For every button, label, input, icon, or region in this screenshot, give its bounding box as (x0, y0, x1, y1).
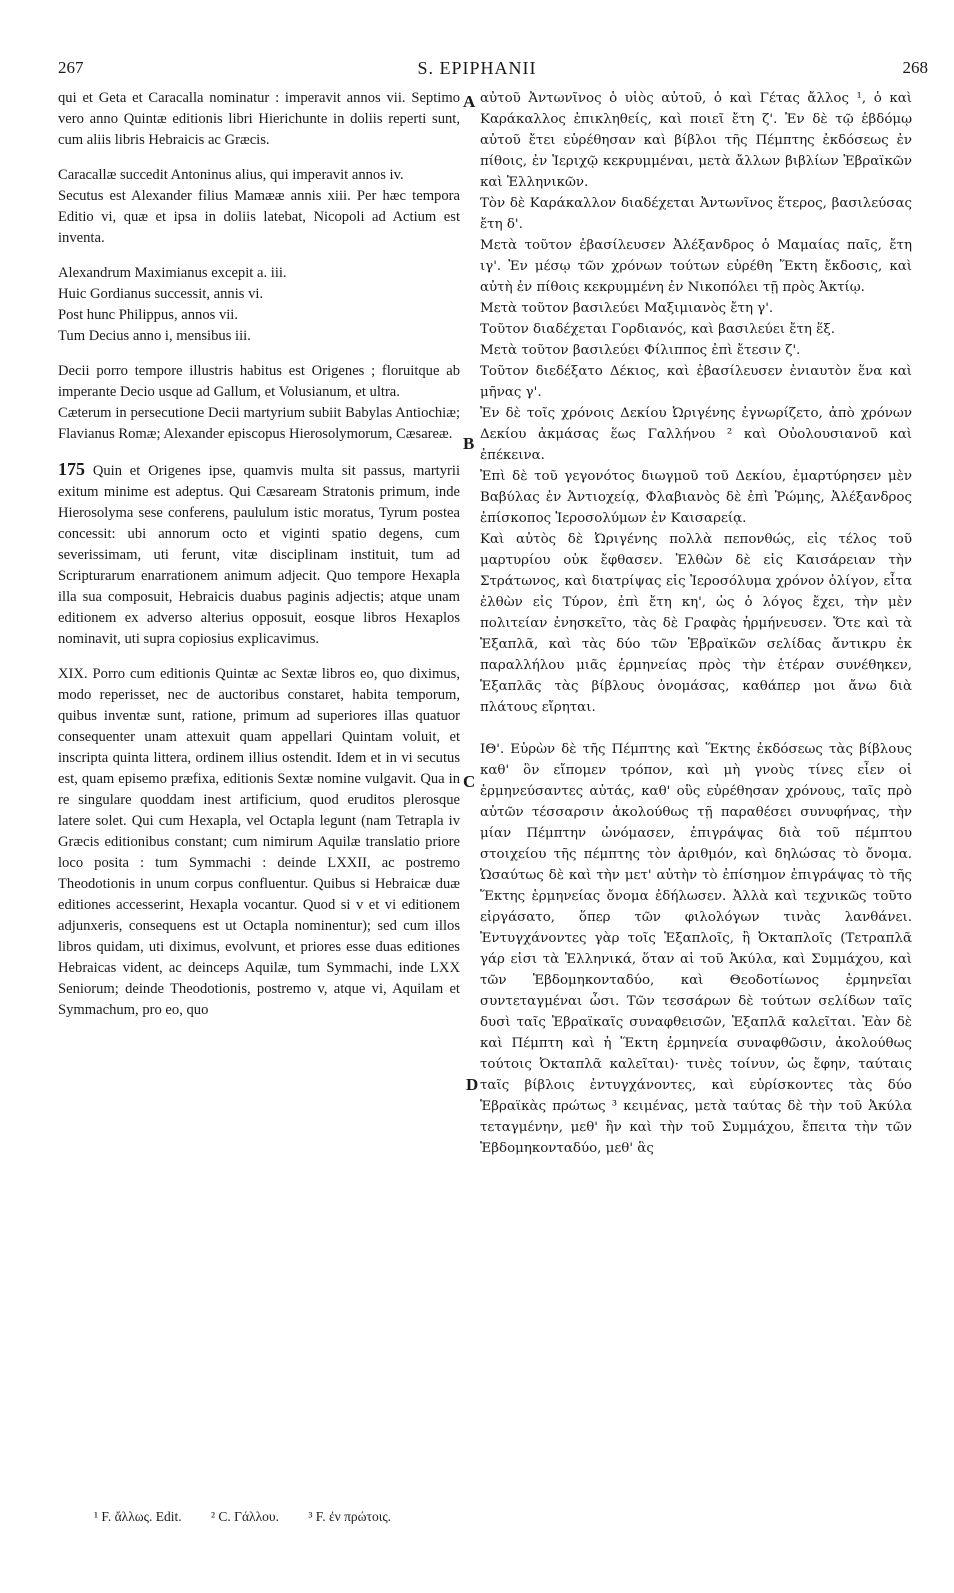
latin-paragraph: Tum Decius anno i, mensibus iii. (58, 328, 251, 344)
greek-paragraph: Τοῦτον διεδέξατο Δέκιος, καὶ ἐβασίλευσεν ἐνιαυτὸν ἕνα καὶ μῆνας γ'. (480, 364, 912, 400)
page-number-right: 268 (902, 58, 928, 77)
greek-paragraph: Ἐπὶ δὲ τοῦ γεγονότος διωγμοῦ τοῦ Δεκίου, ἐμαρτύρησεν μὲν Βαβύλας ἐν Ἀντιοχείᾳ, Φλαβιανὸς δὲ ἐπὶ Ῥώμης, Ἀλέξανδρος ἐπίσκοπος Ἱεροσολύμων ἐν Καισαρείᾳ. (480, 469, 912, 526)
greek-paragraph-xix: ΙΘ'. Εὑρὼν δὲ τῆς Πέμπτης καὶ Ἕκτης ἐκδόσεως τὰς βίβλους καθ' ὃν εἴπομεν τρόπον, καὶ μὴ γνοὺς τίνες εἶεν οἱ ἑρμηνεύσαντες αὐτάς, καθ' οὓς εὑρέθησαν χρόνους, ταῖς πρὸ αὐτῶν τέσσαρσιν ἀκολούθως τῇ παραθέσει συνυφήνας, τὴν μίαν Πέμπτην ὠνόμασεν, ἐπιγράψας διὰ τοῦ πέμπτου στοιχείου τῆς πέμπτης τὸν ἀριθμόν, καὶ δηλώσας τὸ ὄνομα. Ὡσαύτως δὲ καὶ τὴν μετ' αὐτὴν τὸ ἐπίσημον ἐπιγράψας τὸ τῆς Ἕκτης ἑρμηνείας ὄνομα ἐδήλωσεν. Ἀλλὰ καὶ τεχνικῶς τοῦτο εἰργάσατο, ὅπερ τῶν φιλολόγων τινὰς λανθάνει. Ἐντυγχάνοντες γὰρ τοῖς Ἑξαπλοῖς, ἢ Ὀκταπλοῖς (Τετραπλᾶ γάρ εἰσι τὰ Ἑλληνικά, ὅταν αἱ τοῦ Ἀκύλα, καὶ Συμμάχου, καὶ τῶν Ἑβδομηκονταδύο, καὶ Θεοδοτίωνος ἑρμηνεῖαι συντεταγμέναι ὦσι. Τῶν τεσσάρων δὲ τούτων σελίδων ταῖς δυσὶ ταῖς Ἑβραϊκαῖς συναφθεισῶν, Ἑξαπλᾶ καλεῖται. Ἐὰν δὲ καὶ Πέμπτη καὶ ἡ Ἕκτη ἑρμηνεία συναφθῶσιν, ἀκολούθως τούτοις Ὀκταπλᾶ καλεῖται)· τινὲς τοίνυν, ὡς ἔφην, ταύταις ταῖς βίβλοις ἐντυγχάνοντες, καὶ εὑρίσκοντες τὰς δύο Ἑβραϊκὰς πρώτως ³ κειμένας, μετὰ ταύτας δὲ τὴν τοῦ Ἀκύλα τεταγμένην, μεθ' ἣν καὶ τὴν τοῦ Συμμάχου, ἔπειτα τὴν τῶν Ἑβδομηκονταδύο, μεθ' ἃς (480, 742, 912, 1156)
page-number-left: 267 (58, 58, 84, 77)
section-number: 175 (58, 459, 85, 479)
greek-paragraph: Μετὰ τοῦτον ἐβασίλευσεν Ἀλέξανδρος ὁ Μαμαίας παῖς, ἔτη ιγ'. Ἐν μέσῳ τῶν χρόνων τούτων εὑρέθη Ἕκτη ἔκδοσις, καὶ αὐτὴ ἐν πίθοις κεκρυμμένη ἐν Νικοπόλει τῇ πρὸς Ἀκτίῳ. (480, 238, 912, 295)
greek-paragraph: Καὶ αὐτὸς δὲ Ὠριγένης πολλὰ πεπονθώς, εἰς τέλος τοῦ μαρτυρίου οὐκ ἔφθασεν. Ἐλθὼν δὲ εἰς Καισάρειαν τὴν Στράτωνος, καὶ διατρίψας εἰς Ἱεροσόλυμα χρόνον ὀλίγον, εἶτα ἐλθὼν εἰς Τύρον, ἐπὶ ἔτη κη', ὡς ὁ λόγος ἔχει, τὴν μὲν πολιτείαν ἐνησκεῖτο, τὰς δὲ Γραφὰς ἡρμήνευσεν. Ὅτε καὶ τὰ Ἑξαπλᾶ, καὶ τὰς δύο τῶν Ἑβραϊκῶν σελίδας ἄντικρυ ἐκ παραλλήλου μιᾶς ἑρμηνείας πρὸς τὴν ἑτέραν συνέθηκεν, Ἑξαπλᾶς τὰς βίβλους ὀνομάσας, καθάπερ μοι ἄνω διὰ πλάτους εἴρηται. (480, 532, 912, 715)
latin-paragraph-175: 175 Quin et Origenes ipse, quamvis multa sit passus, martyrii exitum minime est adeptus. Qui Cæsaream Stratonis primum, inde Hierosolyma sese conferens, paululum istic moratus, Tyrum postea concessit: ubi annorum octo et viginti spatio degens, cum severissimam, uti ferunt, vitæ disciplinam instituit, tum ad Scripturarum enarrationem animum adjecit. Quo tempore Hexapla illa sua composuit, Hebraicis duabus paginis adjectis; atque unam editionem ex adverso alterius opposuit, eosque libros Hexaplos nominavit, uti supra copiosius explicavimus. (58, 459, 460, 647)
greek-paragraph: Μετὰ τοῦτον βασιλεύει Φίλιππος ἐπὶ ἔτεσιν ζ'. (480, 343, 801, 358)
greek-paragraph: Τὸν δὲ Καράκαλλον διαδέχεται Ἀντωνῖνος ἕτερος, βασιλεύσας ἔτη δ'. (480, 196, 912, 232)
footnote: ³ F. ἐν πρώτοις. (308, 1509, 392, 1524)
greek-paragraph: Τοῦτον διαδέχεται Γορδιανός, καὶ βασιλεύει ἔτη ἕξ. (480, 322, 835, 337)
greek-paragraph: Ἐν δὲ τοῖς χρόνοις Δεκίου Ὠριγένης ἐγνωρίζετο, ἀπὸ χρόνων Δεκίου ἀκμάσας ἕως Γαλλήνου ² καὶ Οὐολουσιανοῦ καὶ ἐπέκεινα. (480, 406, 912, 463)
margin-marker-b: B (463, 434, 475, 453)
latin-paragraph-xix: XIX. Porro cum editionis Quintæ ac Sextæ libros eo, quo diximus, modo reperisset, nec de auctoribus constaret, habita temporum, quibus inventæ sunt, ratione, primum ad superiores illas quatuor consequenter unam attexuit quam appellari Quintam voluit, et inscripta quinta littera, ordinem illius ostendit. Idem et in vi secutus est, quam episemo præfixa, editionis Sextæ nomine vulgavit. Qua in re singulare quoddam inest artificium, quod eruditos plerosque latere solet. Qui cum Hexapla, vel Octapla legunt (nam Tetrapla iv Græcis editionibus constant; cum nimirum Aquilæ translatio priore loco posita : tum Symmachi : deinde LXXII, ac postremo Theodotionis in unum corpus confluentur. Quibus si Hebraicæ duæ editiones accesserint, Hexapla vocantur. Quod si v et vi editionem adjunxeris, consequens est ut Octapla nominentur); sed cum illos libros quidam, uti diximus, evolvunt, et priores esse duas editiones Hebraicas vident, ac deinceps Aquilæ, tum Symmachi, inde LXX Seniorum; deinde Theodotionis, postremo v, atque vi, Aquilam et Symmachum, pro eo, quo (58, 666, 460, 1018)
greek-paragraph: Μετὰ τοῦτον βασιλεύει Μαξιμιανὸς ἔτη γ'. (480, 301, 774, 316)
footnotes (94, 1509, 794, 1525)
footnote: ¹ F. ἄλλως. Edit. (94, 1509, 182, 1524)
running-header (0, 58, 954, 86)
latin-paragraph: qui et Geta et Caracalla nominatur : imperavit annos vii. Septimo vero anno Quintæ editionis libri Hierichunte in doliis reperti sunt, cum aliis libris Hebraicis ac Græcis. (58, 90, 460, 148)
margin-marker-d: D (466, 1075, 479, 1094)
latin-paragraph: Cæterum in persecutione Decii martyrium subiit Babylas Antiochiæ; Flavianus Romæ; Alexander episcopus Hierosolymorum, Cæsareæ. (58, 405, 460, 442)
latin-paragraph: Secutus est Alexander filius Mamææ annis xiii. Per hæc tempora Editio vi, quæ et ipsa in doliis latebat, Nicopoli ad Actium est inventa. (58, 188, 460, 246)
latin-paragraph: Huic Gordianus successit, annis vi. (58, 286, 264, 302)
greek-paragraph: αὐτοῦ Ἀντωνῖνος ὁ υἱὸς αὐτοῦ, ὁ καὶ Γέτας ἄλλος ¹, ὁ καὶ Καράκαλλος ἐπικληθείς, καὶ ποιεῖ ἔτη ζ'. Ἐν δὲ τῷ ἑβδόμῳ αὐτοῦ ἔτει εὑρέθησαν καὶ βίβλοι τῆς Πέμπτης ἐκδόσεως ἐν πίθοις, ἐν Ἱεριχῷ κεκρυμμέναι, μετὰ ἄλλων βιβλίων Ἑβραϊκῶν καὶ Ἑλληνικῶν. (480, 91, 912, 190)
greek-column (480, 88, 912, 1159)
margin-marker-c: C (463, 772, 476, 791)
latin-paragraph: Post hunc Philippus, annos vii. (58, 307, 239, 323)
latin-paragraph: Decii porro tempore illustris habitus est Origenes ; floruitque ab imperante Decio usque ad Gallum, et Volusianum, et ultra. (58, 363, 460, 400)
latin-paragraph: Alexandrum Maximianus excepit a. iii. (58, 265, 287, 281)
page-title: S. EPIPHANII (417, 58, 537, 78)
margin-marker-a: A (463, 92, 476, 111)
footnote: ² C. Γάλλου. (211, 1509, 279, 1524)
latin-column (58, 88, 460, 1021)
latin-paragraph: Caracallæ succedit Antoninus alius, qui imperavit annos iv. (58, 167, 404, 183)
